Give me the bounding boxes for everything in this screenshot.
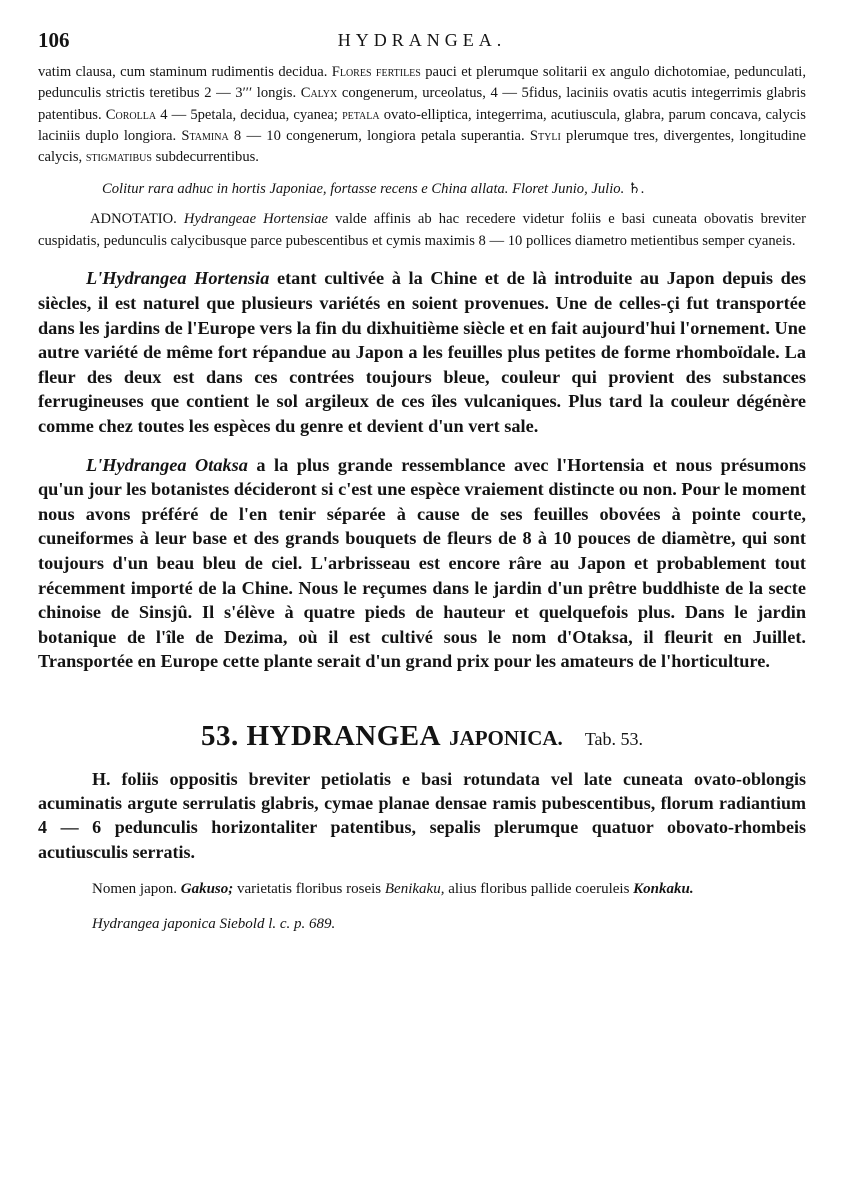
latin-text-7: plerumque tres, divergentes, longitudine calycis, — [38, 127, 806, 166]
nomen-japonicum — [38, 878, 806, 901]
french-lead-otaksa: L'Hydrangea Otaksa — [86, 454, 248, 475]
flores-fertiles-label: Flores fertiles — [331, 64, 421, 80]
synonym-citation: Hydrangea japonica Siebold l. c. p. 689. — [92, 915, 336, 932]
latin-text-1: vatim clausa, cum staminum rudimentis decidua. — [38, 64, 332, 80]
species-number-name: 53. HYDRANGEA — [200, 719, 442, 752]
running-head — [38, 28, 806, 62]
adnotatio-species: Hydrangeae Hortensiae — [183, 211, 328, 228]
page-number: 106 — [38, 28, 70, 52]
petala-label: petala — [342, 106, 380, 123]
nomen-name-konkaku: Konkaku. — [633, 880, 694, 897]
nomen-mid: varietatis floribus roseis — [233, 880, 385, 897]
species-heading — [38, 720, 806, 753]
adnotatio — [38, 208, 806, 252]
latin-text-2: pauci et plerumque solitarii ex angulo dichotomiae, pedunculati, pedunculis strictis teretibus 2 — 3′′′ longis. — [38, 64, 806, 102]
nomen-mid2: alius floribus pallide coeruleis — [444, 880, 634, 897]
species-diagnosis: H. foliis oppositis breviter petiolatis e basi rotundata vel late cuneata ovato-oblongis acuminatis argute serrulatis glabris, cymae planae densae ramis pubescentibus, florum radiantium 4 — 6 pedunculis horizontaliter patentibus, sepalis plerumque quatuor obovato-rhombeis acutiusculis serratis. — [38, 768, 806, 862]
french-lead-hortensia: L'Hydrangea Hortensia — [86, 268, 270, 289]
french-text-hortensia: etant cultivée à la Chine et de là introduite au Japon depuis des siècles, il est naturel que plusieurs variétés en soient provenues. Une de celles-çi fut transportée dans les jardins de l'Europe vers la fin du dixhuitième siècle et en fait aujourd'hui l'ornement. Une autre variété de même fort répandue au Japon a les feuilles plus petites de forme rhomboïdale. La fleur des deux est dans ces contrées toujours bleue, couleur qui provient des substances ferrugineuses que contient le sol argileux de ces îles vulcaniques. Plus tard la couleur dégénère comme chez toutes les espèces du genre et devient d'un vert sale. — [38, 268, 807, 437]
adnotatio-label: ADNOTATIO. — [90, 211, 177, 228]
latin-text-5: ovato-elliptica, integerrima, acutiuscula, glabra, parum concava, calycis laciniis duplo longiora. — [38, 106, 806, 144]
species-epithet: JAPONICA. — [449, 725, 563, 750]
french-paragraph-hortensia — [38, 266, 806, 438]
latin-text-6: 8 — 10 congenerum, longiora petala superantia. — [228, 127, 530, 144]
species-tab-reference: Tab. 53. — [584, 728, 644, 749]
adnotatio-text: valde affinis ab hac recedere videtur foliis e basi cuneata obovatis breviter cuspidatis, pedunculis calycibusque parce pubescentibus et cymis maximis 8 — 10 pollices diametro metientibus semper cyaneis. — [38, 211, 806, 250]
styli-label: Styli — [529, 127, 561, 144]
latin-text-8: subdecurrentibus. — [151, 149, 259, 166]
nomen-name-benikaku: Benikaku, — [384, 880, 445, 897]
corolla-label: Corolla — [105, 106, 157, 123]
running-title: HYDRANGEA. — [337, 30, 507, 50]
french-text-otaksa: a la plus grande ressemblance avec l'Hortensia et nous présumons qu'un jour les botanistes décideront si c'est une espèce vraiement distincte ou non. Pour le moment nous avons préféré de l'en tenir séparée à cause de ses feuilles obovées à pointe courte, cuneiformes à leur base et des grands bouquets de fleurs de 8 à 10 pouces de diamètre, qui sont toujours d'un beau bleu de ciel. L'arbrisseau est encore râre au Japon et probablement tout récemment importé de la Chine. Nous le reçumes dans le jardin d'un prêtre buddhiste de la secte chinoise de Sinsjû. Il s'élève à quatre pieds de hauteur et quelquefois plus. Dans le jardin botanique de l'île de Dezima, où il est cultivé sous le nom d'Otaksa, il fleurit en Juillet. Transportée en Europe cette plante serait d'un grand prix pour les amateurs de l'horticulture. — [38, 454, 806, 672]
latin-text-4: 4 — 5petala, decidua, cyanea; — [156, 106, 343, 123]
calyx-label: Calyx — [300, 85, 338, 102]
stamina-label: Stamina — [181, 127, 229, 144]
latin-text-3: congenerum, urceolatus, 4 — 5fidus, laciniis ovatis acutis integerrimis glabris patentibus. — [38, 85, 806, 123]
stigmatibus-label: stigmatibus — [85, 149, 152, 166]
colitur-note: Colitur rara adhuc in hortis Japoniae, fortasse recens e China allata. Floret Junio, Julio. ♄. — [102, 181, 645, 198]
page — [38, 28, 806, 935]
latin-description — [38, 62, 806, 168]
french-paragraph-otaksa — [38, 453, 806, 674]
nomen-name-gakuso: Gakuso; — [180, 880, 234, 897]
nomen-prefix: Nomen japon. — [92, 880, 181, 897]
